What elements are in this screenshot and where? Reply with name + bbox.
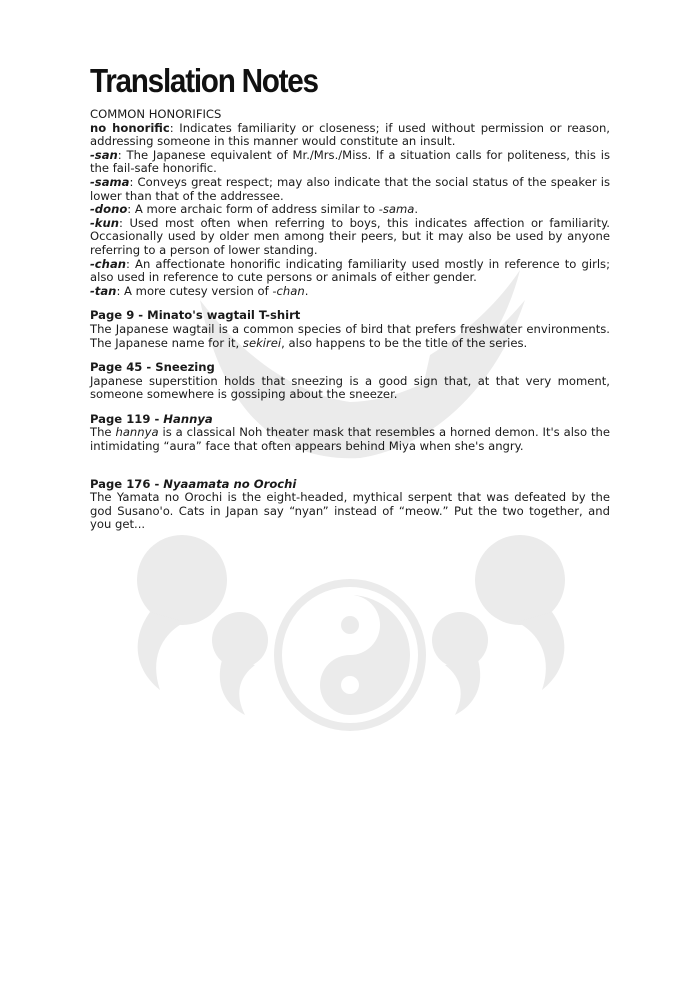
note-sneezing	[90, 361, 610, 402]
watermark-left-comma	[137, 535, 227, 625]
honorific-reference: -sama	[378, 202, 415, 217]
note-subject: Sneezing	[155, 360, 215, 375]
note-body: Japanese superstition holds that sneezing is a good sign that, at that very moment, someone somewhere is gossiping about the sneezer.	[90, 373, 610, 402]
honorific-entry: -tan: A more cutesy version of -chan.	[90, 283, 309, 298]
honorific-entry: -chan: An affectionate honorific indicating familiarity used mostly in reference to girls; also used in reference to cute persons or animals of either gender.	[90, 256, 610, 285]
watermark-left-drop	[212, 612, 268, 668]
honorific-entry: -san: The Japanese equivalent of Mr./Mrs./Miss. If a situation calls for politeness, this is the fail-safe honorific.	[90, 147, 610, 176]
honorific-term: -dono	[90, 202, 128, 217]
note-title: Page 176 - Nyaamata no Orochi	[90, 476, 297, 491]
honorific-term: -sama	[90, 174, 130, 189]
honorific-reference: -chan	[272, 283, 305, 298]
honorific-entry: -sama: Conveys great respect; may also indicate that the social status of the speaker is lower than that of the addressee.	[90, 174, 610, 203]
honorific-description: An affectionate honorific indicating familiarity used mostly in reference to girls; also used in reference to cute persons or animals of either gender.	[90, 256, 610, 285]
honorifics-section	[90, 108, 610, 298]
watermark-right-drop	[432, 612, 488, 668]
note-subject: Hannya	[163, 411, 213, 426]
note-body: The Japanese wagtail is a common species of bird that prefers freshwater environments. The Japanese name for it, sekirei, also happens to be the title of the series.	[90, 321, 610, 350]
watermark-yinyang	[320, 595, 410, 715]
translation-notes-page	[90, 62, 610, 532]
honorific-description: Conveys great respect; may also indicate that the social status of the speaker is lower than that of the addressee.	[90, 174, 610, 203]
note-title: Page 9 - Minato's wagtail T-shirt	[90, 308, 301, 323]
note-subject: Nyaamata no Orochi	[163, 476, 297, 491]
honorific-term: -tan	[90, 283, 117, 298]
honorific-description: A more cutesy version of	[124, 283, 273, 298]
note-title: Page 45 - Sneezing	[90, 360, 215, 375]
page-title: Translation Notes	[90, 62, 318, 99]
note-body: The Yamata no Orochi is the eight-headed, mythical serpent that was defeated by the god Susano'o. Cats in Japan say “nyan” instead of “meow.” Put the two together, and you get...	[90, 490, 610, 532]
honorific-term: -chan	[90, 256, 127, 271]
note-subject: Minato's wagtail T-shirt	[147, 308, 301, 323]
honorific-entry: no honorific: Indicates familiarity or closeness; if used without permission or reason, addressing someone in this manner would constitute an insult.	[90, 120, 610, 149]
honorific-entry: -kun: Used most often when referring to boys, this indicates affection or familiarity. Occasionally used by older men among their peers, but it may also be used by anyone referring to a person of lower standing.	[90, 215, 610, 257]
note-minato-wagtail	[90, 309, 610, 350]
honorific-description: Used most often when referring to boys, this indicates affection or familiarity. Occasionally used by older men among their peers, but it may also be used by anyone referring to a person of lower standing.	[90, 215, 610, 257]
note-body: The hannya is a classical Noh theater mask that resembles a horned demon. It's also the intimidating “aura” face that often appears behind Miya when she's angry.	[90, 425, 610, 454]
note-nyaamata	[90, 478, 610, 532]
note-title: Page 119 - Hannya	[90, 411, 213, 426]
honorific-description: The Japanese equivalent of Mr./Mrs./Miss. If a situation calls for politeness, this is the fail-safe honorific.	[90, 147, 610, 176]
honorific-term: -san	[90, 147, 118, 162]
honorific-term: no honorific	[90, 120, 170, 135]
honorifics-heading: COMMON HONORIFICS	[90, 107, 222, 121]
note-hannya	[90, 413, 610, 454]
honorific-description: A more archaic form of address similar to	[134, 202, 379, 217]
honorific-entry: -dono: A more archaic form of address similar to -sama.	[90, 202, 419, 217]
watermark-right-comma	[475, 535, 565, 625]
honorific-description: Indicates familiarity or closeness; if used without permission or reason, addressing someone in this manner would constitute an insult.	[90, 120, 610, 149]
honorific-term: -kun	[90, 215, 120, 230]
